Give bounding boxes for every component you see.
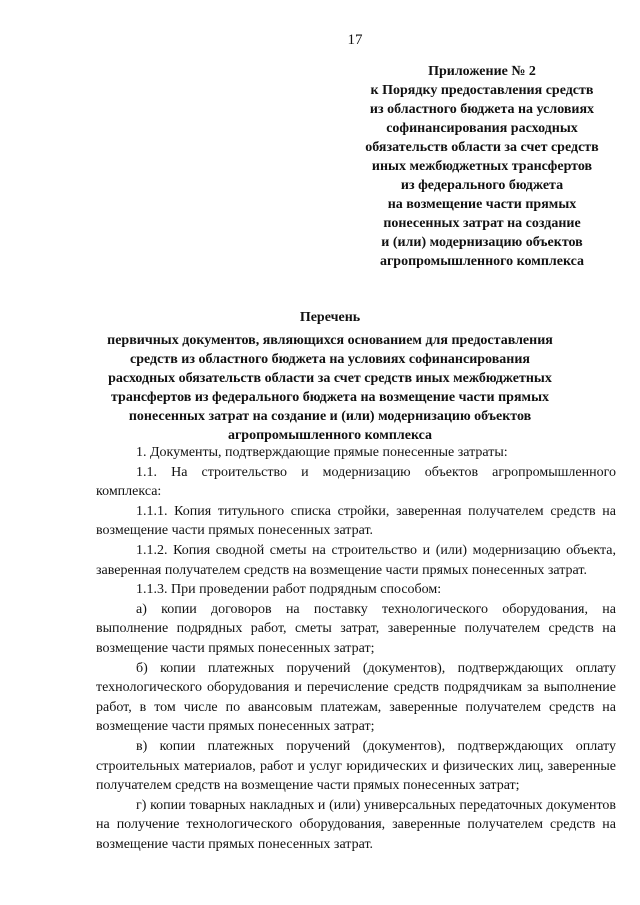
paragraph-item-g: г) копии товарных накладных и (или) универсальных передаточных документов на получение технологического оборудования, заверенные получателем средств на возмещение части прямых понесенных затрат. — [96, 797, 616, 852]
document-body — [96, 443, 616, 854]
appendix-line: софинансирования расходных — [386, 121, 578, 136]
title-line: агропромышленного комплекса — [227, 428, 433, 443]
appendix-line: и (или) модернизацию объектов — [381, 235, 583, 250]
paragraph-1-1: 1.1. На строительство и модернизацию объектов агропромышленного комплекса: — [96, 464, 616, 500]
title-line: расходных обязательств области за счет средств иных межбюджетных — [108, 371, 552, 386]
title-heading: Перечень — [299, 310, 361, 325]
appendix-title: Приложение № 2 — [428, 64, 536, 79]
appendix-line: из федерального бюджета — [400, 178, 564, 193]
appendix-line: понесенных затрат на создание — [383, 216, 581, 231]
appendix-line: иных межбюджетных трансфертов — [371, 159, 593, 174]
appendix-header — [352, 62, 612, 271]
paragraph-1-1-1: 1.1.1. Копия титульного списка стройки, заверенная получателем средств на возмещение части прямых понесенных затрат. — [96, 503, 616, 539]
paragraph-1-1-2: 1.1.2. Копия сводной сметы на строительство и (или) модернизацию объекта, заверенная получателем средств на возмещение части прямых понесенных затрат. — [96, 542, 616, 578]
title-line: средств из областного бюджета на условиях софинансирования — [130, 352, 530, 367]
appendix-line: к Порядку предоставления средств — [370, 83, 594, 98]
document-title — [80, 308, 580, 445]
paragraph-item-v: в) копии платежных поручений (документов), подтверждающих оплату строительных материалов, работ и услуг юридических и физических лиц, заверенные получателем средств на возмещение части прямых понесенных затрат; — [96, 738, 616, 794]
appendix-line: из областного бюджета на условиях — [369, 102, 595, 117]
paragraph-1: 1. Документы, подтверждающие прямые понесенные затраты: — [136, 445, 508, 460]
paragraph-item-b: б) копии платежных поручений (документов), подтверждающих оплату технологического оборудования и перечисление средств подрядчикам за выполнение работ, в том числе по авансовым платежам, заверенные получателем средств на возмещение части прямых понесенных затрат; — [96, 660, 616, 735]
appendix-line: обязательств области за счет средств — [365, 140, 599, 155]
title-line: трансфертов из федерального бюджета на возмещение части прямых — [110, 390, 550, 405]
paragraph-1-1-3: 1.1.3. При проведении работ подрядным способом: — [136, 582, 442, 598]
title-line: первичных документов, являющихся основанием для предоставления — [107, 333, 553, 348]
appendix-line: агропромышленного комплекса — [379, 254, 585, 269]
page-number: 17 — [347, 32, 363, 48]
appendix-line: на возмещение части прямых — [387, 197, 577, 212]
paragraph-item-a: а) копии договоров на поставку технологического оборудования, на выполнение подрядных работ, сметы затрат, заверенные получателем средств на возмещение части прямых понесенных затрат; — [96, 601, 616, 656]
title-line: понесенных затрат на создание и (или) модернизацию объектов — [128, 409, 532, 424]
